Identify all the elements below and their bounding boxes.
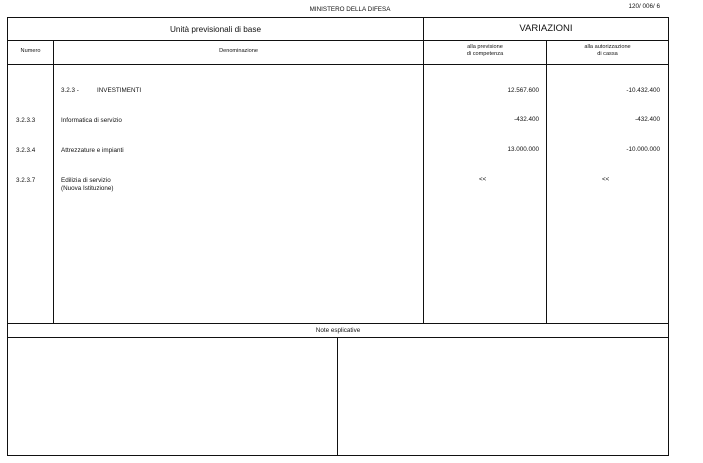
- section-competenza: 12.567.600: [507, 87, 539, 94]
- table-row-numero: 3.2.3.7: [16, 177, 36, 184]
- table-row-competenza: 13.000.000: [507, 146, 539, 153]
- ministry-title: MINISTERO DELLA DIFESA: [309, 6, 391, 13]
- column-header-cassa-line2: di cassa: [597, 51, 618, 57]
- table-row-numero: 3.2.3.4: [16, 147, 36, 154]
- section-cassa: -10.432.400: [626, 87, 660, 94]
- section-title: INVESTIMENTI: [97, 87, 142, 94]
- table-row-competenza: -432.400: [514, 116, 539, 123]
- table-row-denominazione: Informatica di servizio: [61, 117, 122, 124]
- section-code: 3.2.3 -: [61, 87, 79, 94]
- page-reference: 120/ 006/ 6: [628, 3, 660, 10]
- table-row-cassa: -10.000.000: [626, 146, 660, 153]
- notes-title: Note esplicative: [315, 327, 361, 334]
- table-row-denominazione-line2: (Nuova Istituzione): [61, 185, 114, 192]
- column-header-denominazione: Denominazione: [219, 48, 258, 54]
- group-header-unita: Unità previsionali di base: [169, 25, 262, 34]
- column-header-competenza: [424, 44, 546, 58]
- table-row-numero: 3.2.3.3: [16, 117, 36, 124]
- table-row-denominazione: Attrezzature e impianti: [61, 147, 124, 154]
- column-header-cassa: [547, 44, 668, 58]
- column-header-cassa-line1: alla autorizzazione: [584, 44, 631, 50]
- table-row-denominazione: Edilizia di servizio: [61, 177, 111, 184]
- group-header-variazioni: VARIAZIONI: [519, 23, 573, 34]
- notes-panel-right: [338, 338, 668, 455]
- column-header-competenza-line1: alla previsione: [467, 44, 503, 50]
- column-header-competenza-line2: di competenza: [466, 51, 504, 57]
- notes-panel-left: [8, 338, 337, 455]
- table-row-cassa: <<: [602, 176, 610, 183]
- table-row-competenza: <<: [479, 176, 487, 183]
- table-row-cassa: -432.400: [635, 116, 660, 123]
- column-header-numero: Numero: [20, 48, 41, 54]
